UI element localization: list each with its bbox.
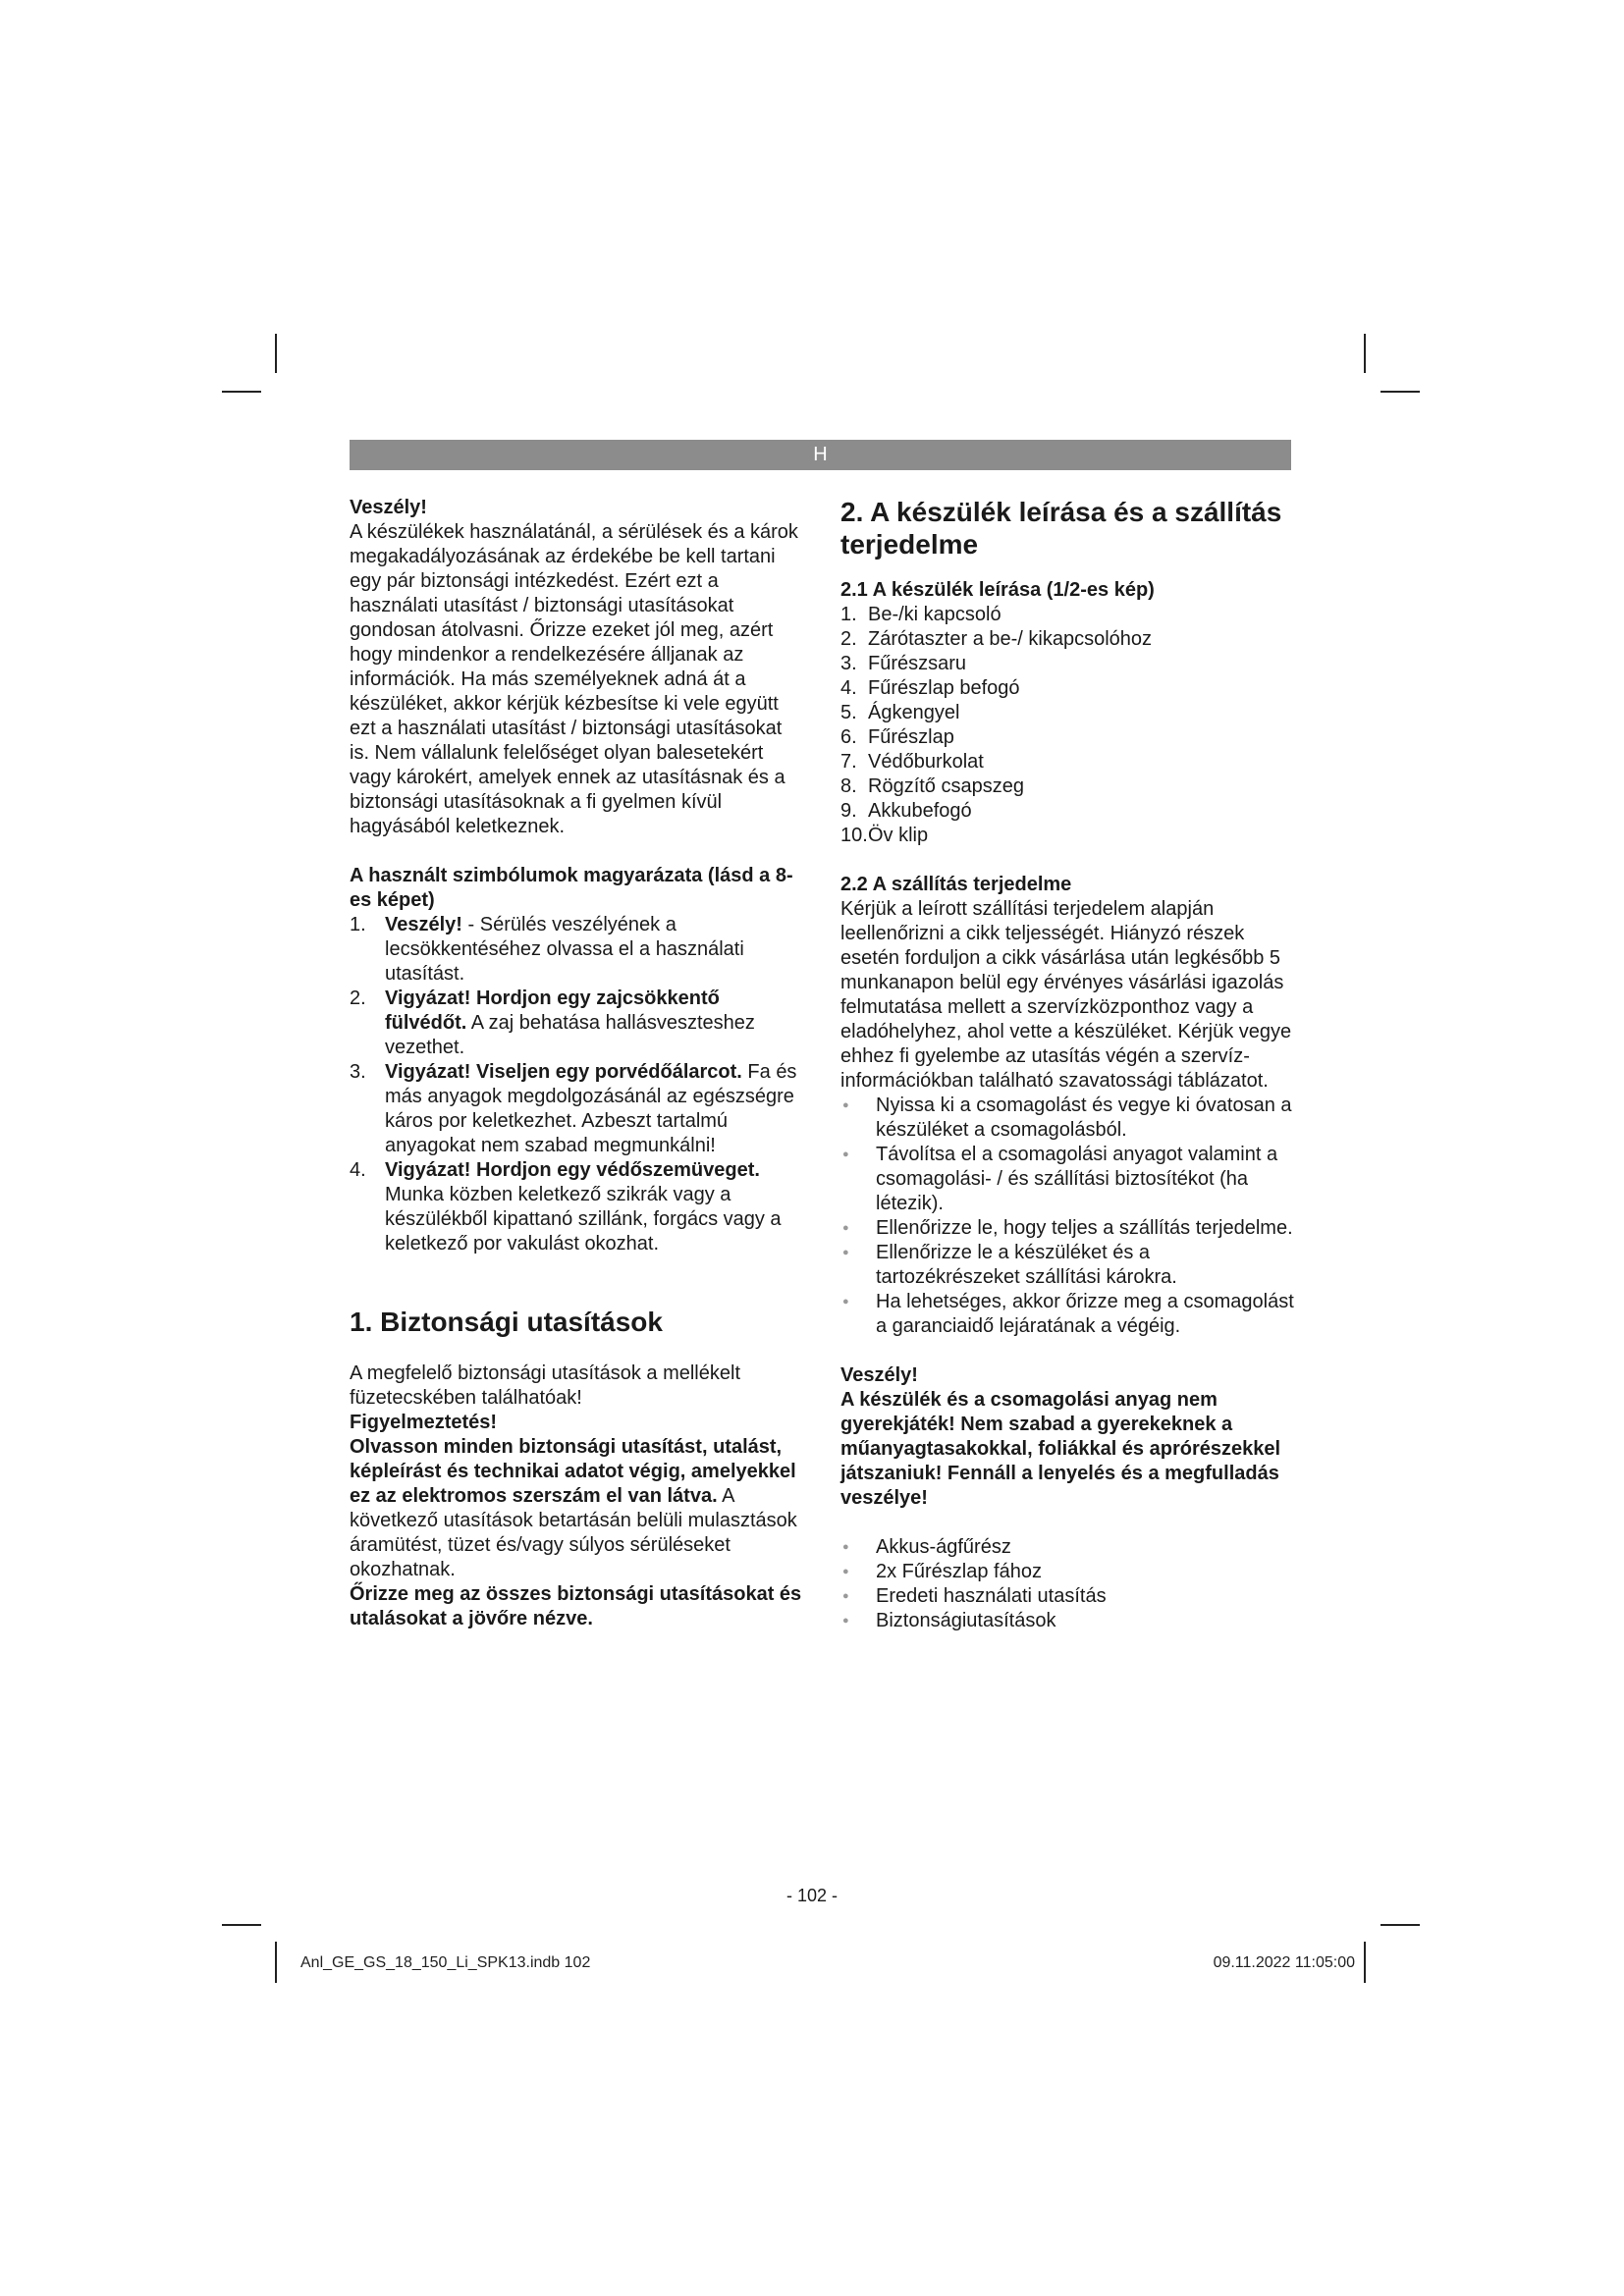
contents-item: ● Akkus-ágfűrész (840, 1535, 1294, 1560)
contents-item: ● Biztonságiutasítások (840, 1609, 1294, 1633)
crop-mark (222, 391, 261, 393)
delivery-text: Kérjük a leírott szállítási terjedelem alapján leellenőrizni a cikk teljességét. Hiányzó részek esetén forduljon a cikk vásárlása után legkésőbb 5 munkanapon belül egy érvényes vásárlási igazolás felmutatása mellett a szervízközponthoz vagy a eladóhelyhez, ahol vette a készüléket. Kérjük vegye ehhez fi gyelembe az utasítás végén a szervíz-információkban található szavatossági táblázatot. (840, 898, 1292, 1092)
part-item: 5. Ágkengyel (840, 702, 960, 723)
danger-text: A készülékek használatánál, a sérülések és a károk megakadályozásának az érdekébe be kell tartani egy pár biztonsági intézkedést. Ezért ezt a használati utasítást / biztonsági utasításokat gondosan átolvasni. Őrizze ezeket jól meg, azért hogy mindenkor a rendelkezésére álljanak az információk. Ha más személyeknek adná át a készüléket, akkor kérjük kézbesítse ki vele együtt ezt a használati utasítást / biztonsági utasításokat is. Nem vállalunk felelőséget olyan balesetekért vagy károkért, amelyek ennek az utasításnak és a biztonsági utasításoknak a fi gyelmen kívül hagyásából keletkeznek. (350, 521, 798, 837)
part-item: 7. Védőburkolat (840, 751, 984, 773)
part-item: 4. Fűrészlap befogó (840, 677, 1020, 699)
crop-mark (222, 1924, 261, 1926)
part-item: 8. Rögzítő csapszeg (840, 775, 1024, 797)
keep-instructions-text: Őrizze meg az összes biztonsági utasításokat és utalásokat a jövőre nézve. (350, 1583, 802, 1629)
part-item: 2. Zárótaszter a be-/ kikapcsolóhoz (840, 628, 1153, 650)
sub21-title: 2.1 A készülék leírása (1/2-es kép) (840, 579, 1155, 601)
footer-file: Anl_GE_GS_18_150_Li_SPK13.indb 102 (300, 1954, 591, 1971)
danger2-title: Veszély! (840, 1364, 918, 1386)
contents-list (840, 1535, 1294, 1633)
crop-mark (1364, 1942, 1366, 1983)
symbol-item: 4. Vigyázat! Hordjon egy védőszemüveget. Munka közben keletkező szikrák vagy a készülékből kipattanó szillánk, forgács vagy a keletkező por vakulást okozhat. (350, 1159, 782, 1255)
section1-text: A megfelelő biztonsági utasítások a mellékelt füzetecskében találhatóak! (350, 1362, 740, 1409)
crop-mark (275, 1942, 277, 1983)
right-column (840, 496, 1294, 1633)
crop-mark (1380, 391, 1420, 393)
page-number: - 102 - (785, 1886, 839, 1905)
part-item: 1. Be-/ki kapcsoló (840, 604, 1001, 625)
footer-datetime: 09.11.2022 11:05:00 (1213, 1954, 1355, 1971)
symbol-item: 1. Veszély! - Sérülés veszélyének a lecsökkentéséhez olvassa el a használati utasítást. (350, 914, 744, 985)
part-item: 6. Fűrészlap (840, 726, 954, 748)
delivery-step: ● Ha lehetséges, akkor őrizze meg a csomagolást a garanciaidő lejáratának a végéig. (840, 1290, 1294, 1339)
crop-mark (1380, 1924, 1420, 1926)
parts-list (840, 603, 1294, 848)
contents-item: ● Eredeti használati utasítás (840, 1584, 1294, 1609)
part-item: 10. Öv klip (840, 825, 929, 846)
language-header-bar (350, 440, 1291, 470)
section2-title: 2. A készülék leírása és a szállítás terjedelme (840, 497, 1282, 560)
delivery-step: ● Távolítsa el a csomagolási anyagot valamint a csomagolási- / és szállítási biztosítékot (ha létezik). (840, 1143, 1294, 1216)
delivery-steps-list (840, 1094, 1294, 1339)
delivery-step: ● Ellenőrizze le a készüléket és a tartozékrészeket szállítási károkra. (840, 1241, 1294, 1290)
crop-mark (275, 334, 277, 373)
warning-title: Figyelmeztetés! (350, 1412, 498, 1433)
danger2-text: A készülék és a csomagolási anyag nem gyerekjáték! Nem szabad a gyerekeknek a műanyagtasakokkal, foliákkal és aprórészekkel játszaniuk! Fennáll a lenyelés és a megfulladás veszélye! (840, 1389, 1281, 1509)
crop-mark (1364, 334, 1366, 373)
symbols-list (350, 913, 803, 1256)
part-item: 9. Akkubefogó (840, 800, 972, 822)
symbol-item: 2. Vigyázat! Hordjon egy zajcsökkentő fülvédőt. A zaj behatása hallásveszteshez vezethet. (350, 988, 755, 1058)
part-item: 3. Fűrészsaru (840, 653, 967, 674)
delivery-step: ● Ellenőrizze le, hogy teljes a szállítás terjedelme. (840, 1216, 1294, 1241)
left-column (350, 496, 803, 1631)
language-code: H (813, 444, 828, 465)
contents-item: ● 2x Fűrészlap fához (840, 1560, 1294, 1584)
danger-title: Veszély! (350, 497, 427, 518)
warning-text: Olvasson minden biztonsági utasítást, utalást, képleírást és technikai adatot végig, amelyekkel ez az elektromos szerszám el van látva. A következő utasítások betartásán belüli mulasztások áramütést, tüzet és/vagy súlyos sérüléseket okozhatnak. (350, 1436, 797, 1580)
section1-title: 1. Biztonsági utasítások (350, 1307, 663, 1337)
symbols-title: A használt szimbólumok magyarázata (lásd a 8-es képet) (350, 865, 793, 911)
delivery-step: ● Nyissa ki a csomagolást és vegye ki óvatosan a készüléket a csomagolásból. (840, 1094, 1294, 1143)
symbol-item: 3. Vigyázat! Viseljen egy porvédőálarcot. Fa és más anyagok megdolgozásánál az egészségre káros por keletkezhet. Azbeszt tartalmú anyagokat nem szabad megmunkálni! (350, 1061, 797, 1156)
sub22-title: 2.2 A szállítás terjedelme (840, 874, 1072, 895)
